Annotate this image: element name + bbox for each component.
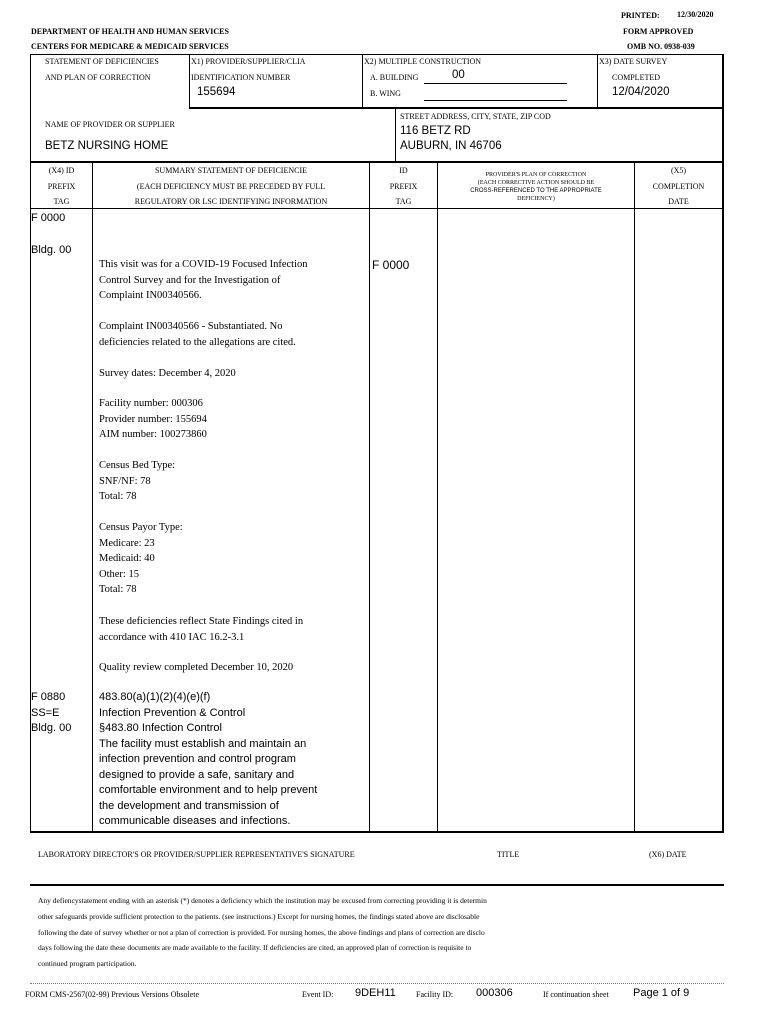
- disclaimer-line-2: other safeguards provide sufficient protection to the patients. (see instructions.) Except for nursing homes, the findings stated above are disclosable: [38, 912, 480, 921]
- paragraph-census-bed: Census Bed Type: SNF/NF: 78 Total: 78: [99, 460, 176, 502]
- plan-label-l4: DEFICIENCY): [517, 196, 555, 202]
- plan-label-l1: PROVIDER'S PLAN OF CORRECTION: [485, 172, 587, 178]
- id-label-l1: ID: [399, 166, 408, 175]
- x2-label: X2) MULTIPLE CONSTRUCTION: [364, 57, 482, 66]
- facility-id-label: Facility ID:: [416, 990, 454, 999]
- plan-label-l2: (EACH CORRECTIVE ACTION SHOULD BE: [477, 180, 595, 186]
- form-approved: FORM APPROVED: [623, 27, 694, 36]
- summary-label-l3: REGULATORY OR LSC IDENTIFYING INFORMATION: [134, 197, 328, 206]
- x3-label-l2: COMPLETED: [612, 73, 660, 82]
- wing-label: B. WING: [370, 89, 401, 98]
- id-label-l3: TAG: [395, 197, 412, 206]
- plan-label-l3: CROSS-REFERENCED TO THE APPROPRIATE: [470, 188, 602, 194]
- address-line2: AUBURN, IN 46706: [400, 140, 502, 152]
- x1-label-l2: IDENTIFICATION NUMBER: [191, 73, 291, 82]
- facility-id-value: 000306: [476, 987, 513, 999]
- building-label: A. BUILDING: [370, 73, 419, 82]
- summary-label-l1: SUMMARY STATEMENT OF DEFICIENCIE: [154, 166, 308, 175]
- tag-f0880: F 0880 SS=E Bldg. 00: [31, 691, 72, 734]
- statement-label-l2: AND PLAN OF CORRECTION: [45, 73, 151, 82]
- page-number: Page 1 of 9: [633, 987, 690, 999]
- id-tag-f0000: F 0000: [372, 258, 410, 272]
- summary-label-l2: (EACH DEFICIENCY MUST BE PRECEDED BY FULL: [136, 182, 326, 191]
- event-id-value: 9DEH11: [355, 987, 396, 999]
- disclaimer-line-4: days following the date these documents are made available to the facility. If deficiencies are cited, an approved plan of correction is requisite to: [38, 943, 472, 952]
- paragraph-complaint: Complaint IN00340566 - Substantiated. No deficiencies related to the allegations are cited.: [99, 321, 296, 348]
- survey-date: 12/04/2020: [612, 86, 670, 98]
- x5-label-l1: (X5): [670, 166, 687, 175]
- x4-label-l3: TAG: [53, 197, 70, 206]
- event-id-label: Event ID:: [302, 990, 334, 999]
- x4-label-l1: (X4) ID: [48, 166, 75, 175]
- continuation-label: If continuation sheet: [543, 990, 609, 999]
- statement-label-l1: STATEMENT OF DEFICIENCIES: [45, 57, 159, 66]
- paragraph-f0880: 483.80(a)(1)(2)(4)(e)(f) Infection Prevention & Control §483.80 Infection Control The facility must establish and maintain an infection prevention and control program designed to provide a safe, sanitary and comfortable environment and to help prevent the development and transmission of communicable diseases and infections.: [99, 691, 318, 827]
- paragraph-census-payor: Census Payor Type: Medicare: 23 Medicaid: 40 Other: 15 Total: 78: [99, 522, 183, 595]
- building-value: 00: [452, 69, 465, 81]
- form-number: FORM CMS-2567(02-99) Previous Versions Obsolete: [25, 990, 200, 999]
- paragraph-state-findings: These deficiencies reflect State Findings cited in accordance with 410 IAC 16.2-3.1: [99, 616, 304, 643]
- x4-label-l2: PREFIX: [47, 182, 76, 191]
- disclaimer-line-1: Any defiencystatement ending with an asterisk (*) denotes a deficiency which the institution may be excused from correcting providing it is determin: [38, 896, 487, 905]
- signature-label: LABORATORY DIRECTOR'S OR PROVIDER/SUPPLIER REPRESENTATIVE'S SIGNATURE: [38, 850, 355, 859]
- title-label: TITLE: [497, 850, 520, 859]
- x3-label-l1: X3) DATE SURVEY: [599, 57, 668, 66]
- paragraph-visit: This visit was for a COVID-19 Focused Infection Control Survey and for the Investigation of Complaint IN00340566.: [99, 259, 308, 301]
- paragraph-survey-dates: Survey dates: December 4, 2020: [99, 368, 236, 379]
- id-label-l2: PREFIX: [389, 182, 418, 191]
- centers-title: CENTERS FOR MEDICARE & MEDICAID SERVICES: [31, 42, 229, 51]
- printed-label: PRINTED:: [621, 11, 660, 20]
- provider-number: 155694: [197, 86, 236, 98]
- paragraph-quality-review: Quality review completed December 10, 2020: [99, 662, 294, 673]
- tag-f0000: F 0000 Bldg. 00: [31, 212, 72, 256]
- address-label: STREET ADDRESS, CITY, STATE, ZIP COD: [400, 112, 551, 121]
- date-label: (X6) DATE: [649, 850, 687, 859]
- provider-name: BETZ NURSING HOME: [45, 140, 169, 152]
- paragraph-facility: Facility number: 000306 Provider number: 155694 AIM number: 100273860: [99, 398, 207, 440]
- disclaimer-line-3: following the date of survey whether or not a plan of correction is provided. For nursing homes, the above findings and plans of correction are disclo: [38, 928, 485, 937]
- department-title: DEPARTMENT OF HEALTH AND HUMAN SERVICES: [31, 27, 229, 36]
- x5-label-l3: DATE: [668, 197, 689, 206]
- name-label: NAME OF PROVIDER OR SUPPLIER: [45, 120, 175, 129]
- x5-label-l2: COMPLETION: [652, 182, 705, 191]
- address-line1: 116 BETZ RD: [400, 125, 471, 137]
- printed-date: 12/30/2020: [677, 10, 714, 19]
- x1-label-l1: X1) PROVIDER/SUPPLIER/CLIA: [191, 57, 306, 66]
- omb-number: OMB NO. 0938-039: [627, 42, 695, 51]
- disclaimer-line-5: continued program participation.: [38, 959, 137, 968]
